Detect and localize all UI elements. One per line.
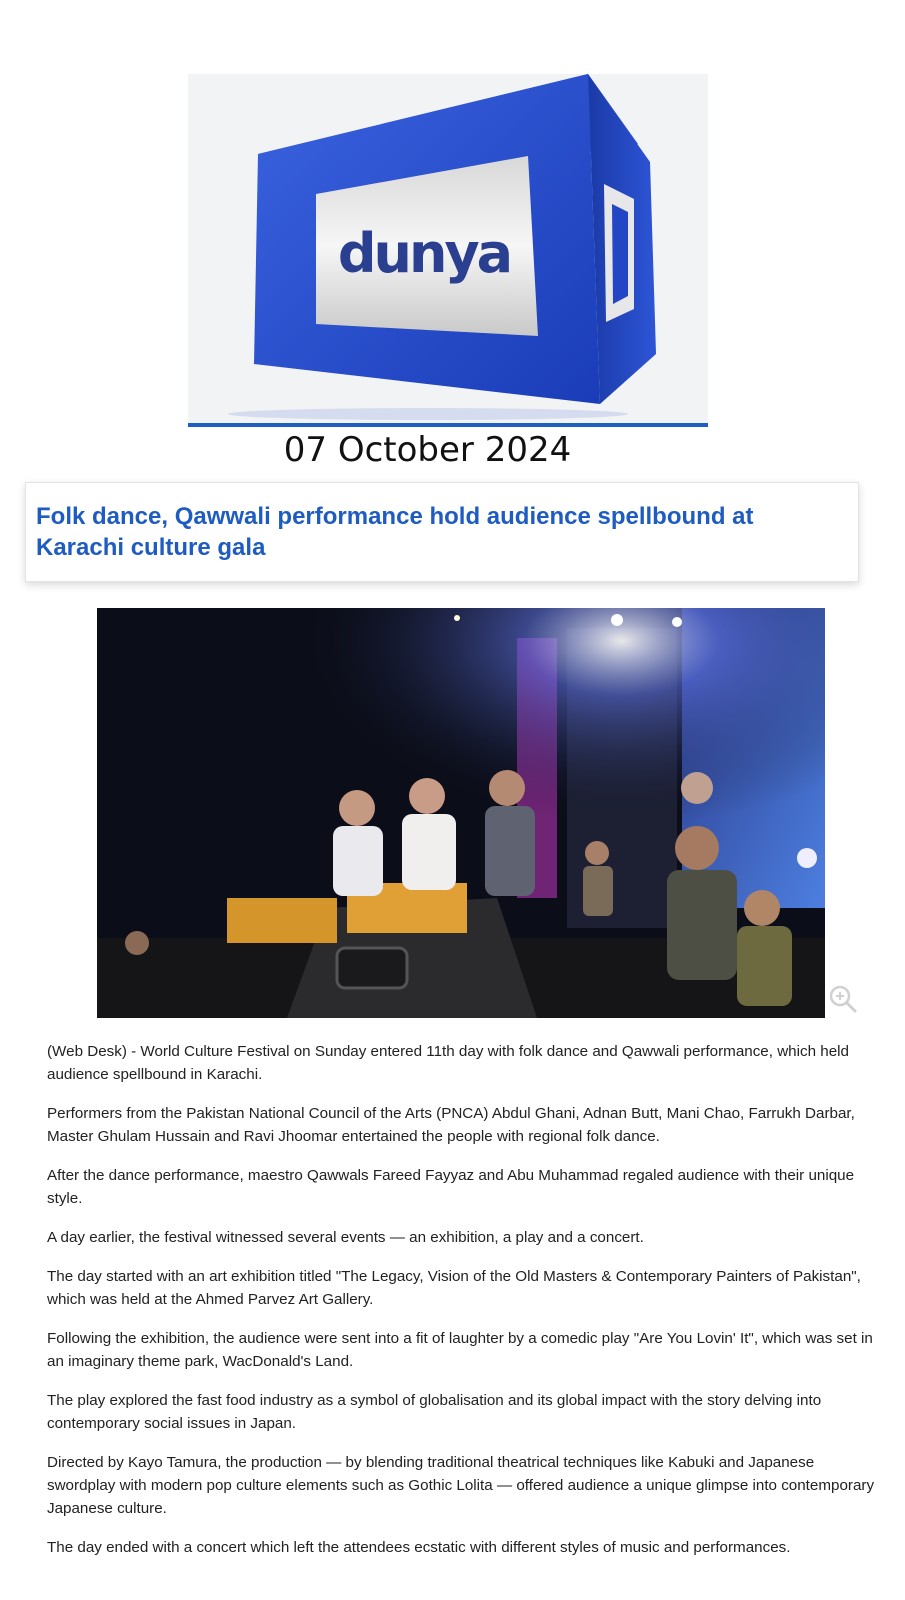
article-paragraph: The day started with an art exhibition titled "The Legacy, Vision of the Old Masters & Contemporary Painters of Pakistan", which was held at the Ahmed Parvez Art Gallery. <box>47 1268 861 1308</box>
dunya-logo <box>188 74 708 426</box>
article-body <box>47 1040 885 1575</box>
logo-text: dunya <box>337 222 511 285</box>
article-paragraph: Following the exhibition, the audience were sent into a fit of laughter by a comedic play "Are You Lovin' It", which was set in an imaginary theme park, WacDonald's Land. <box>47 1330 873 1370</box>
article-paragraph: After the dance performance, maestro Qawwals Fareed Fayyaz and Abu Muhammad regaled audience with their unique style. <box>47 1167 855 1207</box>
article-headline[interactable]: Folk dance, Qawwali performance hold audience spellbound at Karachi culture gala <box>36 503 754 561</box>
logo-underline <box>188 423 708 427</box>
article-paragraph: The day ended with a concert which left the attendees ecstatic with different styles of music and performances. <box>47 1539 791 1556</box>
article-paragraph: A day earlier, the festival witnessed several events — an exhibition, a play and a concert. <box>47 1229 644 1246</box>
dunya-logo-graphic <box>188 74 708 426</box>
article-paragraph: The play explored the fast food industry as a symbol of globalisation and its global impact with the story delving into contemporary social issues in Japan. <box>47 1392 822 1432</box>
qawwali-performance-photo[interactable] <box>97 608 825 1018</box>
zoom-in-icon[interactable] <box>828 984 858 1014</box>
headline-card <box>25 482 859 582</box>
article-paragraph: (Web Desk) - World Culture Festival on Sunday entered 11th day with folk dance and Qawwali performance, which held audience spellbound in Karachi. <box>47 1043 849 1083</box>
publication-date: 07 October 2024 <box>283 430 572 470</box>
article-paragraph: Directed by Kayo Tamura, the production — by blending traditional theatrical techniques like Kabuki and Japanese swordplay with modern pop culture elements such as Gothic Lolita — offered audience a unique glimpse into contemporary Japanese culture. <box>47 1454 875 1517</box>
photo-graphic <box>97 608 825 1018</box>
article-paragraph: Performers from the Pakistan National Council of the Arts (PNCA) Abdul Ghani, Adnan Butt, Mani Chao, Farrukh Darbar, Master Ghulam Hussain and Ravi Jhoomar entertained the people with regional folk dance. <box>47 1105 855 1145</box>
